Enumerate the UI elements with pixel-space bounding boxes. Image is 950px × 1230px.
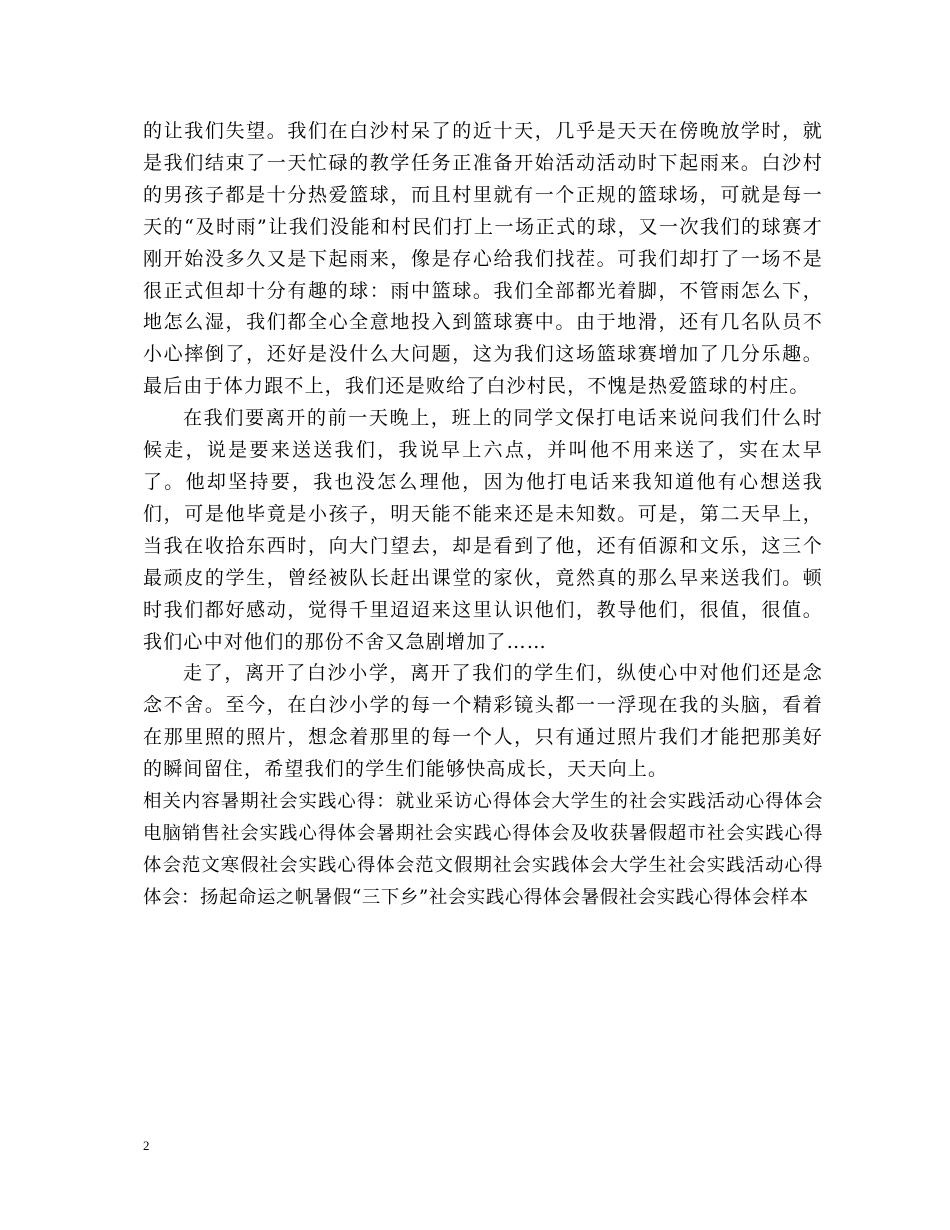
paragraph-students-farewell: 在我们要离开的前一天晚上，班上的同学文保打电话来说问我们什么时候走，说是要来送送我们，我说早上六点，并叫他不用来送了，实在太早了。他却坚持要，我也没怎么理他，因为他打电话来我知道他有心想送我们，可是他毕竟是小孩子，明天能不能来还是未知数。可是，第二天早上，当我在收拾东西时，向大门望去，却是看到了他，还有佰源和文乐，这三个最顽皮的学生，曾经被队长赶出课堂的家伙，竟然真的那么早来送我们。顿时我们都好感动，觉得千里迢迢来这里认识他们，教导他们，很值，很值。我们心中对他们的那份不舍又急剧增加了……: [143, 407, 823, 653]
page-number: 2: [143, 1138, 150, 1153]
paragraph-leaving-school: 走了，离开了白沙小学，离开了我们的学生们，纵使心中对他们还是念念不舍。至今，在白沙小学的每一个精彩镜头都一一浮现在我的头脑，看着在那里照的照片，想念着那里的每一个人，只有通过照片我们才能把那美好的瞬间留住，希望我们的学生们能够快高成长，天天向上。: [143, 662, 823, 781]
related-content-links: 相关内容暑期社会实践心得：就业采访心得体会大学生的社会实践活动心得体会电脑销售社会实践心得体会暑期社会实践心得体会及收获暑假超市社会实践心得体会范文寒假社会实践心得体会范文假期社会实践体会大学生社会实践活动心得体会：扬起命运之帆暑假“三下乡”社会实践心得体会暑假社会实践心得体会样本: [143, 791, 823, 908]
document-body: [143, 116, 823, 914]
paragraph-basketball-in-rain: 的让我们失望。我们在白沙村呆了的近十天，几乎是天天在傍晚放学时，就是我们结束了一天忙碌的教学任务正准备开始活动活动时下起雨来。白沙村的男孩子都是十分热爱篮球，而且村里就有一个正规的篮球场，可就是每一天的“及时雨”让我们没能和村民们打上一场正式的球，又一次我们的球赛才刚开始没多久又是下起雨来，像是存心给我们找茬。可我们却打了一场不是很正式但却十分有趣的球：雨中篮球。我们全部都光着脚，不管雨怎么下，地怎么湿，我们都全心全意地投入到篮球赛中。由于地滑，还有几名队员不小心摔倒了，还好是没什么大问题，这为我们这场篮球赛增加了几分乐趣。最后由于体力跟不上，我们还是败给了白沙村民，不愧是热爱篮球的村庄。: [143, 120, 823, 398]
